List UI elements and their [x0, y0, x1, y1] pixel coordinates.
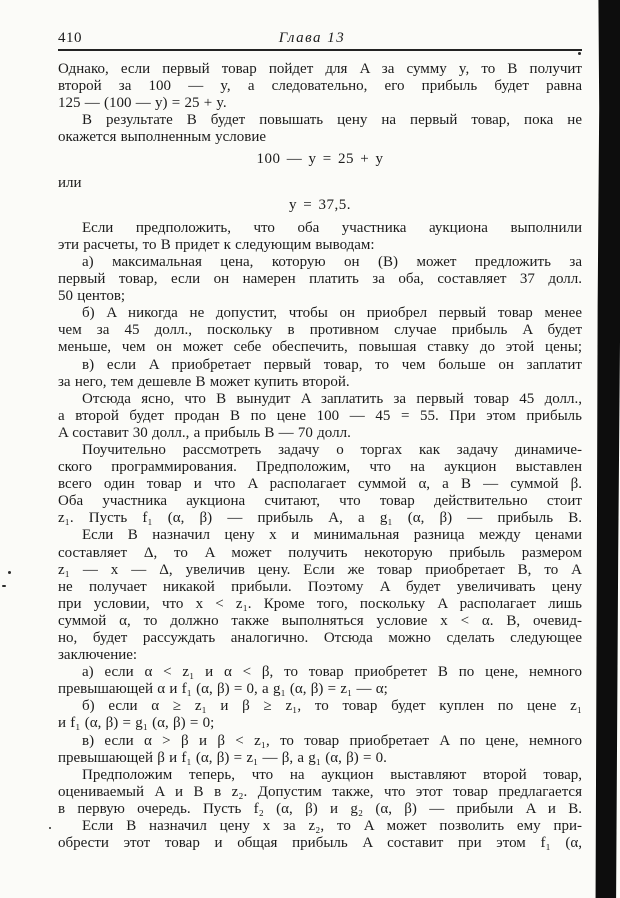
text-line: в) если A приобретает первый товар, то чем больше он заплатит [82, 356, 582, 373]
text-line: оцениваемый A и B в z₂. Допустим также, что этот товар предлагается [58, 783, 582, 800]
text-line: превышающей β и f₁ (α, β) = z₁ — β, а g₁ (α, β) = 0. [58, 749, 387, 766]
chapter-title: Глава 13 [278, 30, 346, 46]
scan-speck [578, 52, 581, 55]
text-line: z₁ — x — Δ, увеличив цену. Если же товар приобретает B, то A [58, 561, 582, 578]
scan-speck [49, 827, 51, 829]
formula-line: 100 — y = 25 + y [256, 151, 384, 168]
text-line: всего один товар и что A располагает суммой α, а B — суммой β. [58, 476, 582, 493]
text-line: Отсюда ясно, что B вынудит A заплатить за первый товар 45 долл., [82, 390, 582, 407]
text-line: окажется выполненным условие [58, 129, 267, 146]
text-line: Если предположить, что оба участника аукциона выполнили [82, 219, 582, 236]
scan-gutter-shadow [594, 0, 620, 898]
text-line: но, будет рассуждать аналогично. Отсюда можно сделать следующее [58, 630, 582, 646]
running-header [58, 30, 582, 50]
text-line: В результате B будет повышать цену на первый товар, пока не [82, 112, 582, 129]
text-line: первый товар, если он намерен платить за оба, составляет 37 долл. [58, 271, 582, 288]
text-line: и f₁ (α, β) = g₁ (α, β) = 0; [58, 715, 215, 732]
text-line: суммой α, то должно также выполняться условие x < α. B, очевид- [58, 612, 582, 629]
text-line: в первую очередь. Пусть f₂ (α, β) и g₂ (α, β) — прибыли A и B. [58, 800, 582, 817]
text-line: Оба участника аукциона считают, что товар действительно стоит [58, 493, 582, 510]
text-line: чем за 45 долл., поскольку в противном случае прибыль A будет [58, 322, 582, 339]
text-line: за него, тем дешевле B может купить второй. [58, 373, 350, 390]
text-line: не получает никакой прибыли. Поэтому A будет увеличивать цену [58, 578, 582, 595]
text-line: второй за 100 — y, а следовательно, его прибыль будет равна [58, 78, 582, 95]
text-line: Поучительно рассмотреть задачу о торгах как задачу динамиче- [82, 441, 582, 458]
text-line: а) если α < z₁ и α < β, то товар приобретет B по цене, немного [82, 664, 582, 681]
text-line: а второй будет продан B по цене 100 — 45 = 55. При этом прибыль [58, 407, 582, 424]
text-line: Если B назначил цену x и минимальная разница между ценами [82, 527, 582, 544]
scan-speck [8, 571, 11, 574]
text-line: эти расчеты, то B придет к следующим выводам: [58, 236, 375, 253]
text-line: или [58, 174, 82, 191]
header-rule [58, 49, 582, 51]
formula-line: y = 37,5. [289, 196, 351, 213]
scan-speck [2, 585, 6, 587]
page-body [58, 61, 582, 852]
text-line: z₁. Пусть f₁ (α, β) — прибыль A, а g₁ (α, β) — прибыль B. [58, 510, 582, 527]
text-line: A составит 30 долл., а прибыль B — 70 долл. [58, 424, 351, 441]
text-line: Однако, если первый товар пойдет для A за сумму y, то B получит [58, 61, 582, 77]
text-line: ского программирования. Предположим, что на аукцион выставлен [58, 459, 582, 476]
text-line: в) если α > β и β < z₁, то товар приобретает A по цене, немного [82, 732, 582, 749]
text-line: б) если α ≥ z₁ и β ≥ z₁, то товар будет куплен по цене z₁ [82, 698, 582, 715]
text-line: Предположим теперь, что на аукцион выставляют второй товар, [82, 766, 582, 783]
text-line: Если B назначил цену x за z₂, то A может позволить ему при- [82, 818, 582, 835]
text-line: меньше, чем он может себе обеспечить, повышая ставку до этой цены; [58, 339, 582, 356]
text-line: при условии, что x < z₁. Кроме того, поскольку A располагает лишь [58, 595, 582, 612]
text-line: б) A никогда не допустит, чтобы он приобрел первый товар менее [82, 305, 582, 322]
text-line: заключение: [58, 647, 138, 664]
page-number: 410 [58, 30, 82, 46]
text-line: превышающей α и f₁ (α, β) = 0, а g₁ (α, β) = z₁ — α; [58, 681, 388, 698]
text-line: составляет Δ, то A может получить некоторую прибыль размером [58, 544, 582, 561]
text-line: обрести этот товар и общая прибыль A составит при этом f₁ (α, [58, 835, 582, 852]
text-line: 125 — (100 — y) = 25 + y. [58, 95, 227, 112]
text-line: а) максимальная цена, которую он (B) может предложить за [82, 253, 582, 270]
text-line: 50 центов; [58, 288, 126, 305]
